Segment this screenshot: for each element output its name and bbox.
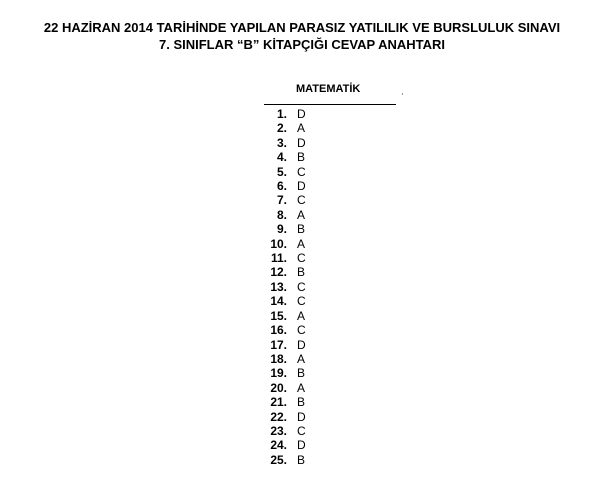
question-number: 3.: [276, 135, 287, 150]
answer-letter: D: [297, 409, 306, 424]
answer-letter: C: [297, 279, 306, 294]
answer-row: [250, 208, 350, 222]
answer-letter: C: [297, 193, 306, 208]
question-number: 6.: [276, 179, 287, 194]
question-number: 7.: [276, 193, 287, 208]
answer-letter: D: [297, 438, 306, 453]
answer-row: [250, 323, 350, 337]
answer-row: [250, 121, 350, 135]
answer-row: [250, 165, 350, 179]
answer-letter: B: [297, 452, 306, 467]
answer-row: [250, 381, 350, 395]
answer-letter: A: [297, 351, 306, 366]
answer-row: [250, 265, 350, 279]
answer-letter: A: [297, 380, 306, 395]
answer-key-list: [250, 107, 350, 467]
answer-row: [250, 251, 350, 265]
answer-letter: A: [297, 121, 306, 136]
answer-letter: B: [297, 222, 306, 237]
answer-letter: B: [297, 265, 306, 280]
answer-letter: B: [297, 366, 306, 381]
question-number: 13.: [270, 279, 287, 294]
question-number: 5.: [276, 164, 287, 179]
question-number: 20.: [270, 380, 287, 395]
question-number: 19.: [270, 366, 287, 381]
answer-row: [250, 366, 350, 380]
answer-letter: B: [297, 395, 306, 410]
answer-letter: D: [297, 179, 306, 194]
section-header: MATEMATİK: [296, 83, 361, 95]
answer-letter: C: [297, 323, 306, 338]
question-number: 12.: [270, 265, 287, 280]
answer-row: [250, 179, 350, 193]
answer-letter: C: [297, 423, 306, 438]
stray-mark: [402, 93, 403, 95]
question-number: 10.: [270, 236, 287, 251]
question-number: 4.: [276, 150, 287, 165]
answer-row: [250, 280, 350, 294]
question-number: 9.: [276, 222, 287, 237]
answer-letter: D: [297, 107, 306, 121]
question-number: 22.: [270, 409, 287, 424]
answer-letter: D: [297, 337, 306, 352]
answer-row: [250, 395, 350, 409]
header-underline: [264, 104, 396, 105]
answer-row: [250, 410, 350, 424]
answer-row: [250, 237, 350, 251]
answer-row: [250, 438, 350, 452]
answer-letter: C: [297, 294, 306, 309]
question-number: 25.: [270, 452, 287, 467]
question-number: 24.: [270, 438, 287, 453]
question-number: 17.: [270, 337, 287, 352]
question-number: 1.: [276, 107, 287, 121]
answer-row: [250, 136, 350, 150]
answer-letter: B: [297, 150, 306, 165]
question-number: 15.: [270, 308, 287, 323]
answer-letter: C: [297, 164, 306, 179]
question-number: 8.: [276, 207, 287, 222]
answer-letter: A: [297, 308, 306, 323]
answer-letter: A: [297, 207, 306, 222]
answer-row: [250, 453, 350, 467]
answer-row: [250, 107, 350, 121]
question-number: 21.: [270, 395, 287, 410]
answer-letter: C: [297, 251, 306, 266]
answer-row: [250, 222, 350, 236]
question-number: 23.: [270, 423, 287, 438]
question-number: 14.: [270, 294, 287, 309]
answer-row: [250, 309, 350, 323]
answer-row: [250, 294, 350, 308]
question-number: 2.: [276, 121, 287, 136]
answer-row: [250, 352, 350, 366]
answer-row: [250, 338, 350, 352]
answer-letter: D: [297, 135, 306, 150]
answer-row: [250, 150, 350, 164]
answer-row: [250, 424, 350, 438]
question-number: 16.: [270, 323, 287, 338]
question-number: 11.: [270, 251, 287, 266]
answer-letter: A: [297, 236, 306, 251]
document-title-line-2: 7. SINIFLAR “B” KİTAPÇIĞI CEVAP ANAHTARI: [158, 37, 445, 52]
question-number: 18.: [270, 351, 287, 366]
answer-row: [250, 193, 350, 207]
document-title-line-1: 22 HAZİRAN 2014 TARİHİNDE YAPILAN PARASIZ YATILILIK VE BURSLULUK SINAVI: [43, 20, 561, 35]
